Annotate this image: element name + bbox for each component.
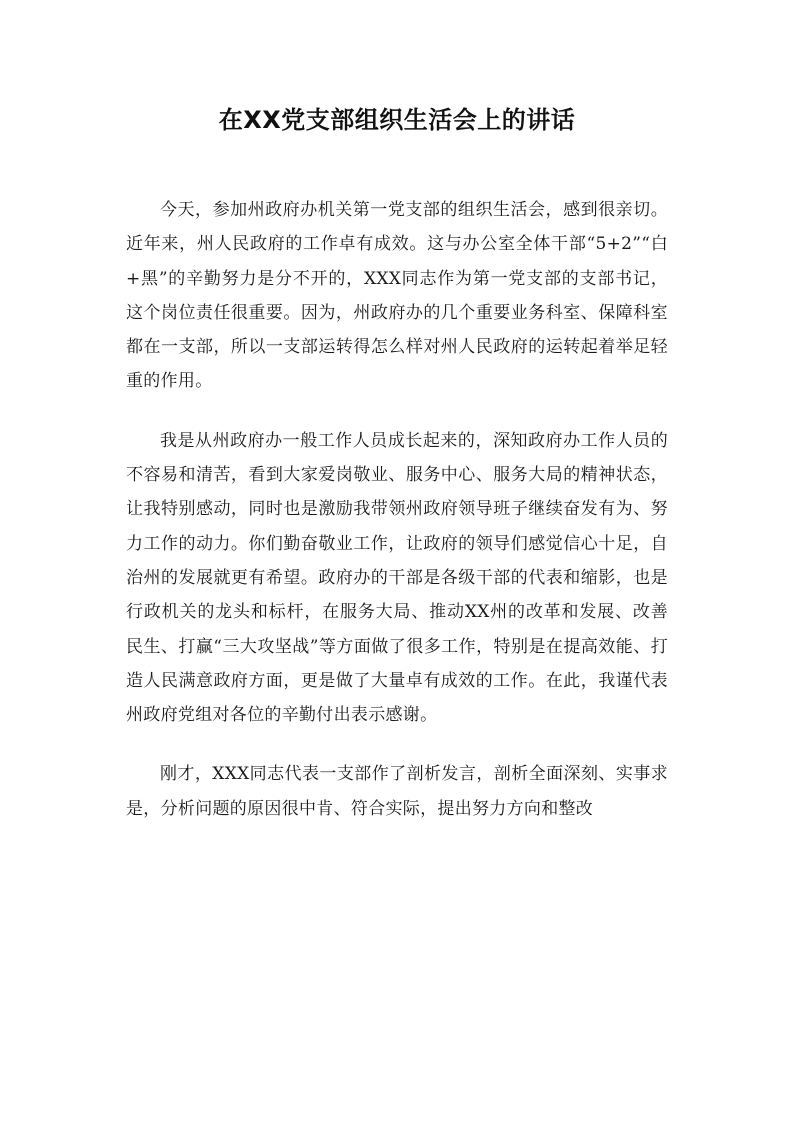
paragraph-1: 今天，参加州政府办机关第一党支部的组织生活会，感到很亲切。近年来，州人民政府的工作卓有成效。这与办公室全体干部“5+2”“白+黑”的辛勤努力是分不开的，XXX同志作为第一党支部的支部书记，这个岗位责任很重要。因为，州政府办的几个重要业务科室、保障科室都在一支部，所以一支部运转得怎么样对州人民政府的运转起着举足轻重的作用。 — [126, 200, 668, 392]
page-title: 在XX党支部组织生活会上的讲话 — [218, 106, 576, 134]
paragraph-2: 我是从州政府办一般工作人员成长起来的，深知政府办工作人员的不容易和清苦，看到大家爱岗敬业、服务中心、服务大局的精神状态，让我特别感动，同时也是激励我带领州政府领导班子继续奋发有为、努力工作的动力。你们勤奋敬业工作，让政府的领导们感觉信心十足，自治州的发展就更有希望。政府办的干部是各级干部的代表和缩影，也是行政机关的龙头和标杆，在服务大局、推动XX州的改革和发展、改善民生、打赢“三大攻坚战”等方面做了很多工作，特别是在提高效能、打造人民满意政府方面，更是做了大量卓有成效的工作。在此，我谨代表州政府党组对各位的辛勤付出表示感谢。 — [126, 430, 668, 726]
paragraph-3: 刚才，XXX同志代表一支部作了剖析发言，剖析全面深刻、实事求是，分析问题的原因很中肯、符合实际，提出努力方向和整改 — [126, 764, 668, 819]
document-body — [126, 193, 668, 851]
